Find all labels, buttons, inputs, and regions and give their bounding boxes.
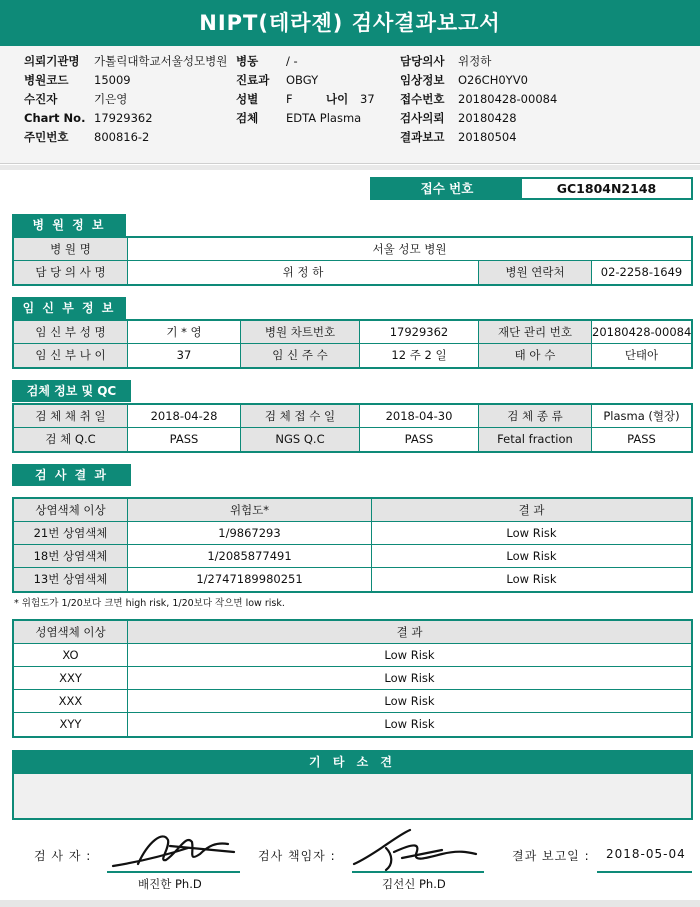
report-date-value: 2018-05-04 (606, 847, 686, 861)
sex-chromosome-name: XXY (14, 667, 128, 689)
results-title: 검 사 결 과 (12, 464, 131, 486)
report-value: 20180504 (458, 130, 517, 144)
fetus-count-value: 단태아 (624, 348, 659, 362)
clinical-value: O26CH0YV0 (458, 73, 528, 87)
attending-label: 담당의사 (400, 54, 445, 68)
sex-chromosome-name: XYY (14, 713, 128, 736)
pregnant-age-value: 37 (128, 344, 241, 367)
sex-result-header: 결 과 (128, 621, 691, 643)
pregnancy-weeks-value: 12 주 2 일 (360, 344, 479, 367)
chief-signature-line (352, 871, 484, 873)
sex-result-value: Low Risk (384, 694, 435, 708)
receipt-number-box (370, 177, 693, 200)
sex-chromosome-name: XXX (14, 690, 128, 712)
table-row (14, 428, 691, 451)
age-value: 37 (360, 92, 375, 106)
patient-label: 수진자 (24, 92, 58, 106)
pregnant-name-label: 임 신 부 성 명 (14, 321, 128, 343)
id-label: 주민번호 (24, 130, 69, 144)
dept-value: OBGY (286, 73, 319, 87)
chromosome-name: 21번 상염색체 (14, 522, 128, 544)
request-label: 검사의뢰 (400, 111, 445, 125)
ngs-qc-value: PASS (360, 428, 479, 451)
risk-value: 1/9867293 (128, 522, 372, 544)
chart-label: Chart No. (24, 111, 86, 125)
table-header-row (14, 499, 691, 522)
report-label: 결과보고 (400, 130, 445, 144)
footer-band (0, 900, 700, 907)
sex-result-value: Low Risk (384, 717, 435, 731)
tester-signature-icon (108, 822, 238, 872)
table-row (14, 261, 691, 284)
sex-result-value: Low Risk (384, 648, 435, 662)
result-value: Low Risk (506, 572, 557, 586)
code-value: 15009 (94, 73, 131, 87)
chief-name: 김선신 Ph.D (382, 877, 446, 891)
result-value: Low Risk (506, 526, 557, 540)
collect-date-value: 2018-04-28 (128, 405, 241, 427)
id-value: 800816-2 (94, 130, 150, 144)
pregnant-name-value: 기 * 영 (128, 321, 241, 343)
age-label: 나이 (326, 92, 349, 106)
fetal-fraction-value: PASS (627, 432, 656, 446)
ward-value: / - (286, 54, 298, 68)
request-value: 20180428 (458, 111, 517, 125)
table-header-row (14, 621, 691, 644)
patient-value: 기은영 (94, 92, 128, 106)
specimen-value: EDTA Plasma (286, 111, 362, 125)
pregnant-info-title: 임 신 부 정 보 (12, 297, 126, 319)
table-row (14, 238, 691, 261)
contact-value: 02-2258-1649 (600, 265, 683, 279)
remarks-title: 기 타 소 견 (12, 750, 693, 774)
table-row (14, 713, 691, 736)
attending-value: 위정하 (458, 54, 492, 68)
receipt-value: GC1804N2148 (556, 181, 657, 196)
table-row (14, 644, 691, 667)
chart-number-label: 병원 차트번호 (241, 321, 360, 343)
specimen-qc-label: 검 체 Q.C (14, 428, 128, 451)
chart-number-value: 17929362 (360, 321, 479, 343)
autosome-results-table (12, 497, 693, 593)
mgmt-number-label: 재단 관리 번호 (479, 321, 592, 343)
pregnant-info-table (12, 319, 693, 369)
receive-date-value: 2018-04-30 (360, 405, 479, 427)
specimen-info-table (12, 403, 693, 453)
specimen-type-value: Plasma (혈장) (603, 409, 680, 423)
table-row (14, 321, 691, 344)
hospital-name-label: 병 원 명 (14, 238, 128, 260)
hospital-info-title: 병 원 정 보 (12, 214, 126, 236)
table-row (14, 344, 691, 367)
table-row (14, 690, 691, 713)
report-title: NIPT(테라젠) 검사결과보고서 (0, 0, 700, 46)
report-date-label: 결과 보고일 : (512, 849, 590, 863)
hospital-value: 가톨릭대학교서울성모병원 (94, 54, 228, 68)
specimen-label: 검체 (236, 111, 259, 125)
receive-date-label: 검 체 접 수 일 (241, 405, 360, 427)
contact-label: 병원 연락처 (479, 261, 592, 284)
result-value: Low Risk (506, 549, 557, 563)
sex-chromosome-name: XO (14, 644, 128, 666)
result-header: 결 과 (372, 499, 691, 521)
chromosome-name: 13번 상염색체 (14, 568, 128, 591)
accession-value: 20180428-00084 (458, 92, 558, 106)
specimen-qc-value: PASS (128, 428, 241, 451)
chief-signature-icon (346, 824, 486, 874)
tester-name: 배진한 Ph.D (138, 877, 202, 891)
tester-label: 검 사 자 : (34, 849, 92, 863)
autosome-header: 상염색체 이상 (14, 499, 128, 521)
hospital-label: 의뢰기관명 (24, 54, 80, 68)
pregnant-age-label: 임 신 부 나 이 (14, 344, 128, 367)
table-row (14, 405, 691, 428)
table-row (14, 522, 691, 545)
receipt-label: 접수 번호 (372, 179, 522, 198)
ward-label: 병동 (236, 54, 259, 68)
table-row (14, 568, 691, 591)
clinical-label: 임상정보 (400, 73, 445, 87)
dept-label: 진료과 (236, 73, 270, 87)
risk-value: 1/2085877491 (128, 545, 372, 567)
pregnancy-weeks-label: 임 신 주 수 (241, 344, 360, 367)
hospital-info-table (12, 236, 693, 286)
chromosome-name: 18번 상염색체 (14, 545, 128, 567)
risk-header: 위험도* (128, 499, 372, 521)
sex-label: 성별 (236, 92, 259, 106)
chief-label: 검사 책임자 : (258, 849, 336, 863)
specimen-type-label: 검 체 종 류 (479, 405, 592, 427)
fetus-count-label: 태 아 수 (479, 344, 592, 367)
risk-value: 1/2747189980251 (128, 568, 372, 591)
accession-label: 접수번호 (400, 92, 445, 106)
sex-chromosome-table (12, 619, 693, 738)
hospital-name-value: 서울 성모 병원 (372, 242, 447, 256)
risk-footnote: * 위험도가 1/20보다 크면 high risk, 1/20보다 작으면 low risk. (14, 598, 285, 609)
code-label: 병원코드 (24, 73, 69, 87)
doctor-label: 담 당 의 사 명 (14, 261, 128, 284)
mgmt-number-value: 20180428-00084 (592, 325, 691, 339)
specimen-info-title: 검체 정보 및 QC (12, 380, 131, 402)
ngs-qc-label: NGS Q.C (241, 428, 360, 451)
fetal-fraction-label: Fetal fraction (479, 428, 592, 451)
sex-chromosome-header: 성염색체 이상 (14, 621, 128, 643)
chart-value: 17929362 (94, 111, 153, 125)
report-date-line (597, 871, 692, 873)
table-row (14, 545, 691, 568)
collect-date-label: 검 체 채 취 일 (14, 405, 128, 427)
sex-value: F (286, 92, 293, 106)
remarks-box (12, 774, 693, 820)
tester-signature-line (107, 871, 240, 873)
sex-result-value: Low Risk (384, 671, 435, 685)
patient-header (0, 46, 700, 164)
doctor-value: 위 정 하 (128, 261, 479, 284)
separator-band (0, 165, 700, 170)
table-row (14, 667, 691, 690)
